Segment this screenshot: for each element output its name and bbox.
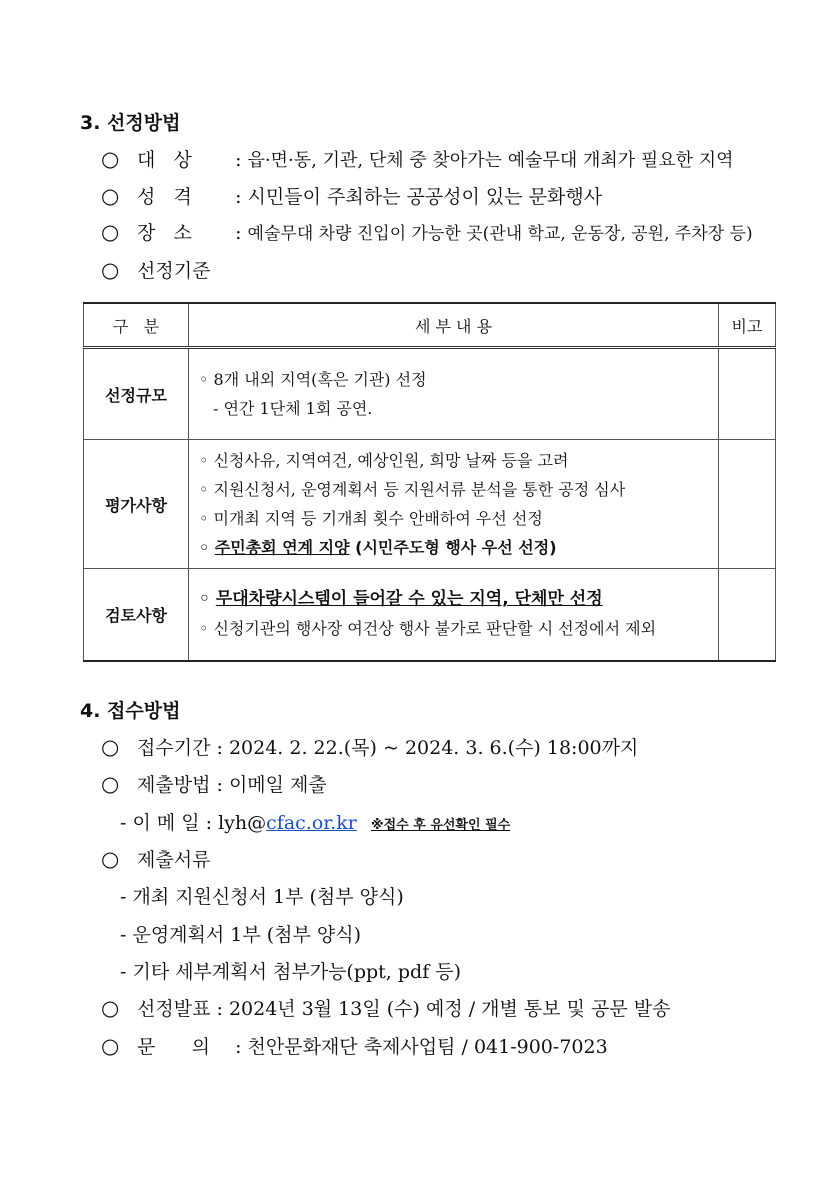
table-row (84, 348, 776, 440)
doc-item: - 개최 지원신청서 1부 (첨부 양식) (120, 886, 404, 908)
row-note (719, 569, 776, 661)
method-text: 제출방법 : 이메일 제출 (137, 774, 327, 796)
row-label: 선정규모 (84, 348, 189, 440)
table-row (84, 440, 776, 569)
row-note (719, 440, 776, 569)
place-text: 예술무대 차량 진입이 가능한 곳(관내 학교, 운동장, 공원, 주차장 등) (247, 224, 753, 244)
detail-subitem: - 연간 1단체 1회 공연. (213, 399, 373, 418)
header-detail: 세 부 내 용 (189, 303, 719, 348)
doc-item: - 기타 세부계획서 첨부가능(ppt, pdf 등) (120, 961, 462, 983)
docs-title: 제출서류 (137, 849, 211, 871)
target-sep: : (235, 149, 242, 171)
detail-item: ◦ 8개 내외 지역(혹은 기관) 선정 (199, 370, 427, 389)
row-detail (189, 440, 719, 569)
circle-bullet-icon: ○ (101, 258, 120, 282)
header-category: 구 분 (84, 303, 189, 348)
section-4-title: 4. 접수방법 (80, 700, 181, 722)
announce-line (101, 994, 671, 1021)
circle-bullet-icon: ○ (101, 847, 120, 871)
detail-item-emphasis (199, 585, 708, 614)
nature-text: 시민들이 주최하는 공공성이 있는 문화행사 (247, 186, 603, 208)
circle-bullet-icon: ○ (101, 184, 120, 208)
circle-bullet-icon: ○ (101, 220, 120, 244)
nature-label: 성 격 (137, 186, 192, 208)
row-label: 평가사항 (84, 440, 189, 569)
contact-line (101, 1032, 608, 1059)
nature-sep: : (235, 186, 242, 208)
criteria-label: 선정기준 (137, 260, 211, 282)
detail-item: ◦ 신청사유, 지역여건, 예상인원, 희망 날짜 등을 고려 (199, 451, 569, 470)
email-note: ※접수 후 유선확인 필수 (370, 818, 511, 833)
nature-line (101, 182, 602, 209)
period-text: 접수기간 : 2024. 2. 22.(목) ~ 2024. 3. 6.(수) 18:00까지 (137, 737, 639, 759)
criteria-table (83, 302, 776, 662)
row-detail (189, 569, 719, 661)
target-line (101, 145, 734, 172)
email-link[interactable]: cfac.or.kr (266, 812, 357, 834)
contact-label: 문 의 (137, 1036, 210, 1058)
target-text: 읍·면·동, 기관, 단체 중 찾아가는 예술무대 개최가 필요한 지역 (247, 150, 734, 171)
place-sep: : (235, 222, 242, 244)
detail-item: ◦ 지원신청서, 운영계획서 등 지원서류 분석을 통한 공정 심사 (199, 480, 626, 499)
period-line (101, 733, 638, 760)
email-line (120, 808, 510, 835)
detail-item-emphasis (199, 533, 708, 562)
bullet-mark: ◦ (199, 538, 215, 557)
place-line (101, 218, 753, 245)
bullet-mark: ◦ (199, 589, 216, 610)
circle-bullet-icon: ○ (101, 996, 120, 1020)
docs-line (101, 845, 210, 872)
circle-bullet-icon: ○ (101, 735, 120, 759)
row-label: 검토사항 (84, 569, 189, 661)
emphasis-rest: (시민주도형 행사 우선 선정) (349, 538, 557, 557)
emphasis-underlined: 주민총회 연계 지양 (214, 538, 350, 557)
table-row (84, 569, 776, 661)
circle-bullet-icon: ○ (101, 147, 120, 171)
row-note (719, 348, 776, 440)
email-prefix: - 이 메 일 : lyh@ (120, 812, 267, 834)
criteria-line (101, 256, 210, 283)
circle-bullet-icon: ○ (101, 772, 120, 796)
detail-item: ◦ 신청기관의 행사장 여건상 행사 불가로 판단할 시 선정에서 제외 (199, 619, 657, 639)
contact-text: : 천안문화재단 축제사업팀 / 041-900-7023 (235, 1036, 608, 1058)
header-note: 비고 (719, 303, 776, 348)
place-label: 장 소 (137, 222, 192, 244)
circle-bullet-icon: ○ (101, 1034, 120, 1058)
detail-item: ◦ 미개최 지역 등 기개최 횟수 안배하여 우선 선정 (199, 509, 543, 528)
method-line (101, 770, 327, 797)
emphasis-underlined: 무대차량시스템이 들어갈 수 있는 지역, 단체만 선정 (215, 589, 603, 610)
announce-text: 선정발표 : 2024년 3월 13일 (수) 예정 / 개별 통보 및 공문 발송 (137, 998, 671, 1020)
doc-item: - 운영계획서 1부 (첨부 양식) (120, 924, 362, 946)
section-3-title: 3. 선정방법 (80, 112, 181, 134)
table-header-row (84, 303, 776, 348)
row-detail (189, 348, 719, 440)
target-label: 대 상 (137, 149, 192, 171)
